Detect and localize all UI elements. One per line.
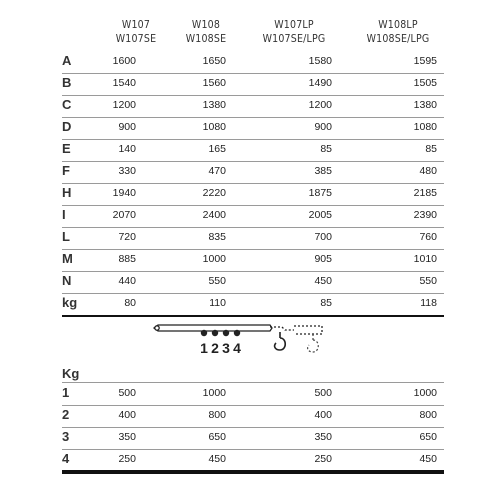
- table-row: [62, 117, 444, 140]
- row-label: H: [62, 185, 72, 200]
- cell: 800: [419, 409, 437, 421]
- table-row: [62, 183, 444, 206]
- cell: 1080: [413, 121, 437, 133]
- cell: 450: [419, 453, 437, 465]
- cell: 1000: [202, 387, 226, 399]
- table-row: [62, 449, 444, 471]
- row-label: E: [62, 141, 71, 156]
- cell: 1650: [202, 55, 226, 67]
- position-label: 1: [200, 340, 208, 356]
- cell: 480: [419, 165, 437, 177]
- row-label: 3: [62, 429, 70, 444]
- cell: 1000: [413, 387, 437, 399]
- cell: 400: [314, 409, 332, 421]
- cell: 550: [419, 275, 437, 287]
- row-label: F: [62, 163, 70, 178]
- cell: 85: [425, 143, 437, 155]
- cell: 835: [208, 231, 226, 243]
- column-header-line2: W108SE/LPG: [366, 33, 430, 45]
- cell: 250: [314, 453, 332, 465]
- cell: 85: [320, 297, 332, 309]
- cell: 700: [314, 231, 332, 243]
- column-header-line1: W108LP: [378, 19, 418, 31]
- row-label: M: [62, 251, 73, 266]
- row-label: 1: [62, 385, 70, 400]
- table-row: [62, 293, 444, 315]
- table-row: [62, 51, 444, 74]
- cell: 2400: [202, 209, 226, 221]
- column-header-w108lp: [352, 18, 444, 48]
- column-header-line2: W108SE: [185, 33, 227, 45]
- hook-icon: [275, 332, 286, 350]
- cell: 140: [118, 143, 136, 155]
- cell: 1940: [112, 187, 136, 199]
- cell: 1875: [308, 187, 332, 199]
- cell: 900: [314, 121, 332, 133]
- cell: 1560: [202, 77, 226, 89]
- cell: 1540: [112, 77, 136, 89]
- cell: 2070: [112, 209, 136, 221]
- cell: 85: [320, 143, 332, 155]
- cell: 400: [118, 409, 136, 421]
- cell: 250: [118, 453, 136, 465]
- capacity-bottom-rule: [62, 470, 444, 474]
- row-label: kg: [62, 295, 78, 310]
- cell: 470: [208, 165, 226, 177]
- column-header-line1: W107: [121, 19, 151, 31]
- cell: 1010: [413, 253, 437, 265]
- cell: 110: [209, 297, 226, 309]
- cell: 1505: [413, 77, 437, 89]
- cell: 450: [208, 453, 226, 465]
- cell: 1490: [308, 77, 332, 89]
- cell: 80: [124, 297, 136, 309]
- table-row: [62, 382, 444, 406]
- table-row: [62, 95, 444, 118]
- cell: 330: [118, 165, 136, 177]
- cell: 350: [118, 431, 136, 443]
- cell: 2220: [202, 187, 226, 199]
- table-row: [62, 205, 444, 228]
- cell: 350: [314, 431, 332, 443]
- table-row: [62, 73, 444, 96]
- cell: 885: [118, 253, 136, 265]
- cell: 905: [314, 253, 332, 265]
- cell: 1595: [413, 55, 437, 67]
- cell: 2185: [413, 187, 437, 199]
- table-row: [62, 139, 444, 162]
- fork-hook-diagram: [150, 316, 330, 362]
- cell: 650: [208, 431, 226, 443]
- column-header-w107: [106, 18, 166, 48]
- cell: 1600: [112, 55, 136, 67]
- column-header-w107lp: [254, 18, 334, 48]
- row-label: D: [62, 119, 72, 134]
- position-label: 2: [211, 340, 219, 356]
- row-label: A: [62, 53, 72, 68]
- cell: 650: [419, 431, 437, 443]
- row-label: N: [62, 273, 72, 288]
- capacity-heading: Kg: [62, 366, 80, 381]
- cell: 2390: [413, 209, 437, 221]
- cell: 1080: [202, 121, 226, 133]
- cell: 1000: [202, 253, 226, 265]
- cell: 165: [208, 143, 226, 155]
- cell: 385: [314, 165, 332, 177]
- row-label: I: [62, 207, 66, 222]
- table-row: [62, 161, 444, 184]
- cell: 1200: [112, 99, 136, 111]
- row-label: 4: [62, 451, 70, 466]
- column-header-line2: W107SE/LPG: [262, 33, 326, 45]
- cell: 2005: [308, 209, 332, 221]
- row-label: 2: [62, 407, 70, 422]
- column-header-line2: W107SE: [115, 33, 157, 45]
- table-row: [62, 249, 444, 272]
- table-row: [62, 405, 444, 428]
- table-row: [62, 271, 444, 294]
- cell: 900: [118, 121, 136, 133]
- hook-dashed-icon: [308, 334, 319, 352]
- cell: 800: [208, 409, 226, 421]
- cell: 1380: [202, 99, 226, 111]
- column-header-line1: W108: [191, 19, 221, 31]
- cell: 440: [118, 275, 136, 287]
- row-label: L: [62, 229, 70, 244]
- cell: 118: [420, 297, 437, 309]
- cell: 500: [118, 387, 136, 399]
- row-label: B: [62, 75, 72, 90]
- column-header-w108: [176, 18, 236, 48]
- row-label: C: [62, 97, 72, 112]
- position-label: 3: [222, 340, 230, 356]
- cell: 720: [118, 231, 136, 243]
- cell: 1380: [413, 99, 437, 111]
- position-numbers: [200, 340, 241, 356]
- cell: 760: [419, 231, 437, 243]
- table-row: [62, 427, 444, 450]
- cell: 500: [314, 387, 332, 399]
- column-header-line1: W107LP: [274, 19, 314, 31]
- position-label: 4: [233, 340, 241, 356]
- cell: 1200: [308, 99, 332, 111]
- cell: 450: [314, 275, 332, 287]
- cell: 1580: [308, 55, 332, 67]
- table-row: [62, 227, 444, 250]
- cell: 550: [208, 275, 226, 287]
